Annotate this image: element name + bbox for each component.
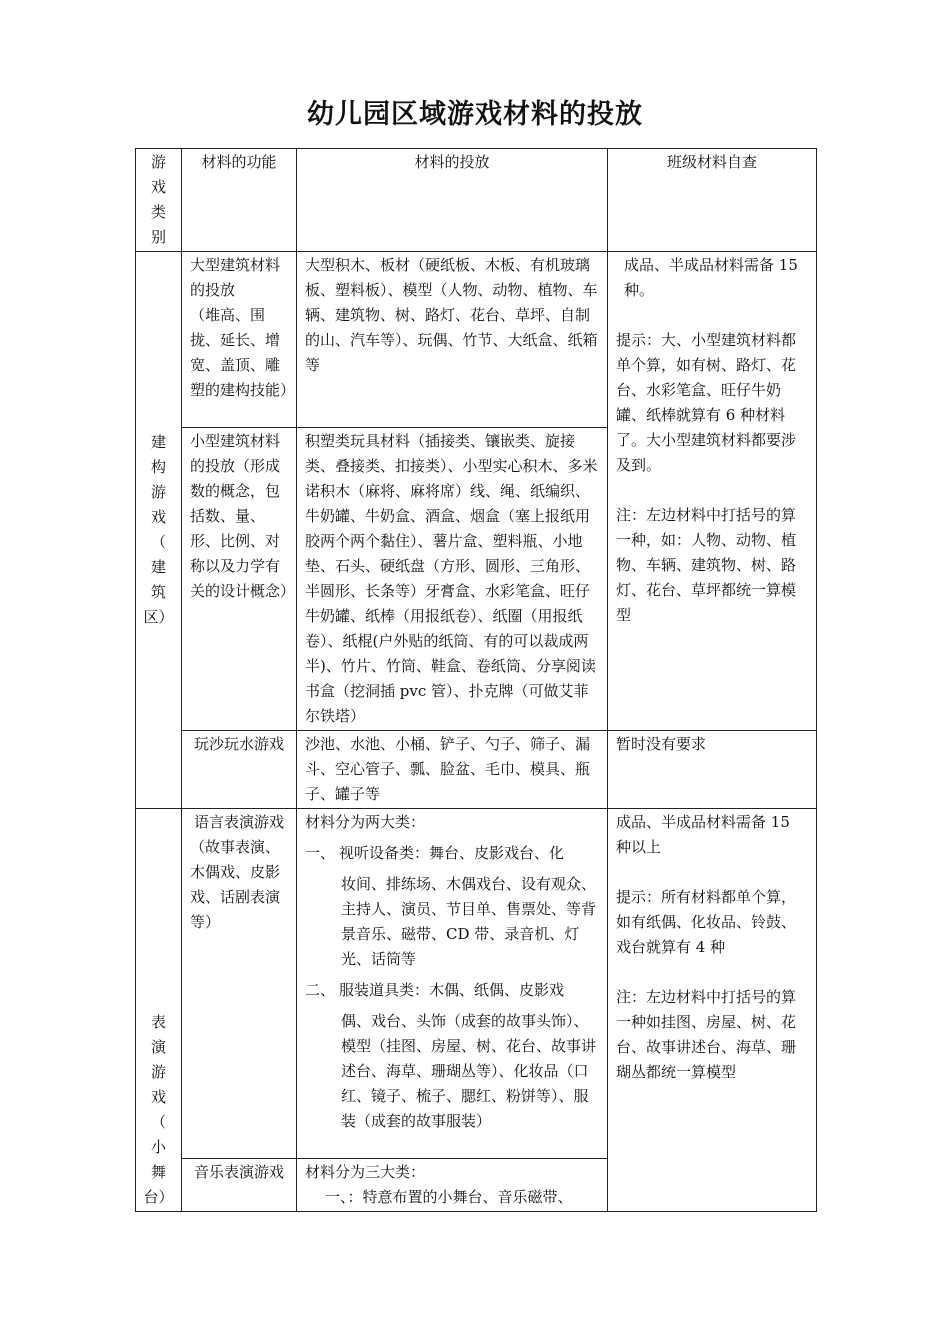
table-row [136,809,817,1159]
list-item [305,978,599,1003]
function-cell: 玩沙玩水游戏 [182,731,297,809]
item-head-text: 视听设备类：舞台、皮影戏台、化 [339,844,565,862]
item-head-text: 服装道具类：木偶、纸偶、皮影戏 [339,981,565,999]
item-body: 偶、戏台、头饰（成套的故事头饰）、模型（挂图、房屋、树、花台、故事讲述台、海草、珊瑚丛等）、化妆品（口红、镜子、梳子、腮红、粉饼等）、服装（成套的故事服装） [341,1012,597,1130]
list-item [305,841,599,866]
table-row [136,252,817,428]
table-header-row [136,149,817,252]
function-cell [182,252,297,428]
table-row [136,731,817,809]
function-title: 语言表演游戏 [193,813,284,831]
function-cell: 音乐表演游戏 [182,1159,297,1212]
check-line: 成品、半成品材料需备 15 种。 [624,256,798,299]
category-construction: 建 构 游 戏 （ 建 筑 区） [136,252,182,809]
function-cell: 小型建筑材料的投放（形成数的概念，包括数、量、形、比例、对称以及力学有关的设计概念） [182,428,297,731]
check-note: 注：左边材料中打括号的算一种，如：人物、动物、植物、车辆、建筑物、树、路灯、花台、草坪都统一算模型 [616,506,797,624]
header-function: 材料的功能 [182,149,297,252]
check-tip: 提示：大、小型建筑材料都单个算，如有树、路灯、花台、水彩笔盒、旺仔牛奶罐、纸棒就算有 6 种材料了。大小型建筑材料都要涉及到。 [616,331,797,474]
check-cell-construction [608,252,817,731]
check-tip: 提示：所有材料都单个算，如有纸偶、化妆品、铃鼓、戏台就算有 4 种 [616,888,797,956]
check-cell-sand: 暂时没有要求 [608,731,817,809]
check-note: 注：左边材料中打括号的算一种如挂图、房屋、树、花台、故事讲述台、海草、珊瑚丛都统一算模型 [616,988,797,1081]
placement-cell [297,809,608,1159]
materials-table [135,148,817,1212]
header-check: 班级材料自查 [608,149,817,252]
placement-intro: 材料分为三大类： [305,1163,426,1181]
function-title: 大型建筑材料的投放 [190,256,281,299]
placement-cell: 沙池、水池、小桶、铲子、勺子、筛子、漏斗、空心管子、瓢、脸盆、毛巾、模具、瓶子、罐子等 [297,731,608,809]
header-category: 游 戏 类 别 [136,149,182,252]
placement-cell: 大型积木、板材（硬纸板、木板、有机玻璃板、塑料板）、模型（人物、动物、植物、车辆、建筑物、树、路灯、花台、草坪、自制的山、汽车等）、玩偶、竹节、大纸盒、纸箱等 [297,252,608,428]
function-detail: （堆高、围拢、延长、增宽、盖顶、雕塑的建构技能） [190,306,296,399]
item-body: 妆间、排练场、木偶戏台、设有观众、主持人、演员、节目单、售票处、等背景音乐、磁带、CD 带、录音机、灯光、话筒等 [341,875,597,968]
placement-cell [297,1159,608,1212]
function-detail: （故事表演、木偶戏、皮影戏、话剧表演等） [190,838,281,931]
list-item: 一、：特意布置的小舞台、音乐磁带、 [325,1188,573,1206]
page-title: 幼儿园区域游戏材料的投放 [307,99,643,130]
header-placement: 材料的投放 [297,149,608,252]
check-cell-performance [608,809,817,1212]
item-number: 一、 [305,844,336,862]
placement-cell: 积塑类玩具材料（插接类、镶嵌类、旋接类、叠接类、扣接类）、小型实心积木、多米诺积木（麻将、麻将席）线、绳、纸编织、牛奶罐、牛奶盒、酒盒、烟盒（塞上报纸用胶两个两个黏住）、薯片盒、塑料瓶、小地垫、石头、硬纸盘（方形、圆形、三角形、半圆形、长条等）牙膏盒、水彩笔盒、旺仔牛奶罐、纸棒（用报纸卷）、纸圈（用报纸卷）、纸棍(户外贴的纸筒、有的可以裁成两半)、竹片、竹筒、鞋盒、卷纸筒、分享阅读书盒（挖洞插 pvc 管）、扑克牌（可做艾菲尔铁塔） [297,428,608,731]
item-number: 二、 [305,981,336,999]
check-line: 成品、半成品材料需备 15 种以上 [616,813,790,856]
category-performance: 表 演 游 戏 （ 小 舞 台） [136,809,182,1212]
placement-intro: 材料分为两大类： [305,813,426,831]
function-cell [182,809,297,1159]
